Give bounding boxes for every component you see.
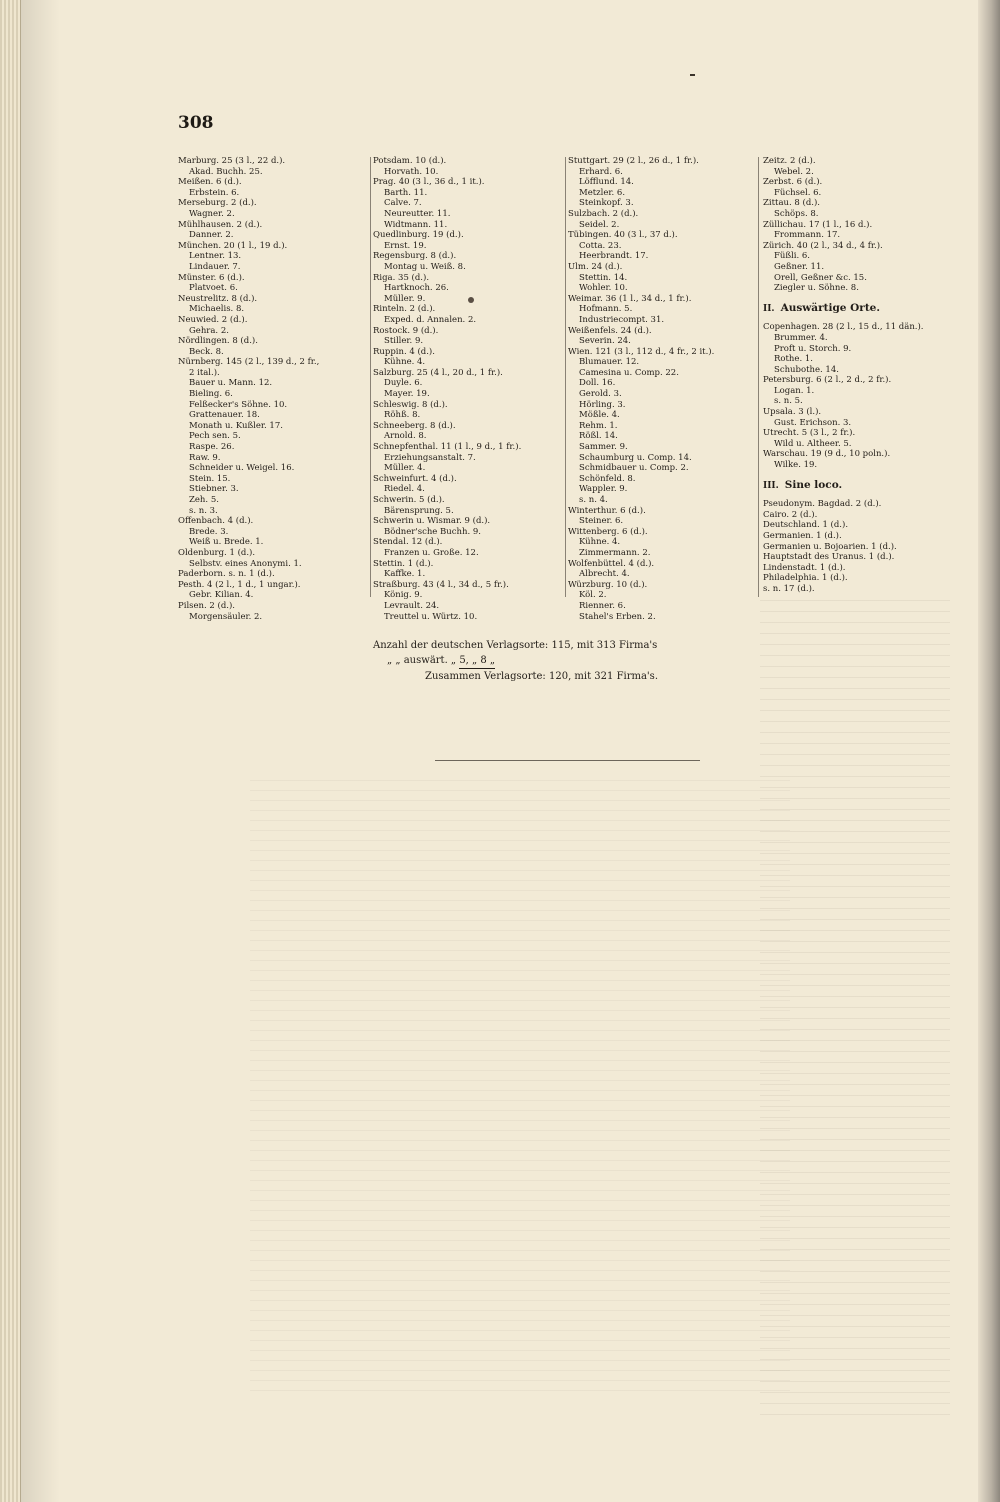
publisher-entry: Levrault. 24. xyxy=(384,600,440,611)
publisher-entry: Erhard. 6. xyxy=(579,166,623,177)
place-entry: Nördlingen. 8 (d.). xyxy=(178,336,258,347)
publisher-entry: Widtmann. 11. xyxy=(384,219,448,230)
place-entry: Quedlinburg. 19 (d.). xyxy=(373,230,464,241)
summary-line-total xyxy=(373,669,673,684)
place-entry: Schleswig. 8 (d.). xyxy=(373,399,448,410)
place-entry: Merseburg. 2 (d.). xyxy=(178,198,257,209)
index-column-3 xyxy=(568,156,758,622)
place-entry: Lindenstadt. 1 (d.). xyxy=(763,562,846,573)
publisher-entry: Grattenauer. 18. xyxy=(189,410,260,421)
publisher-entry: Platvoet. 6. xyxy=(189,283,238,294)
publisher-entry: Ernst. 19. xyxy=(384,240,427,251)
place-entry: Copenhagen. 28 (2 l., 15 d., 11 dän.). xyxy=(763,322,924,333)
publisher-entry: Metzler. 6. xyxy=(579,187,626,198)
section-title: Sine loco. xyxy=(784,478,843,491)
place-entry: Regensburg. 8 (d.). xyxy=(373,251,457,262)
publisher-entry: Riedel. 4. xyxy=(384,484,425,495)
publisher-entry: Heerbrandt. 17. xyxy=(579,251,649,262)
page-edge xyxy=(978,0,1000,1502)
publisher-entry: Stein. 15. xyxy=(189,473,231,484)
place-entry: Züllichau. 17 (1 l., 16 d.). xyxy=(763,219,873,230)
publisher-entry: Schöps. 8. xyxy=(774,208,819,219)
publisher-entry: Lentner. 13. xyxy=(189,251,242,262)
publisher-entry: Erbstein. 6. xyxy=(189,187,240,198)
page-number: 308 xyxy=(178,113,214,133)
publisher-entry: Sammer. 9. xyxy=(579,442,628,453)
place-entry: Winterthur. 6 (d.). xyxy=(568,505,646,516)
publisher-entry: Cotta. 23. xyxy=(579,240,622,251)
summary-value: 115, mit 313 Firma's xyxy=(551,640,658,651)
publisher-entry: Steinkopf. 3. xyxy=(579,198,634,209)
publisher-entry: Felßecker's Söhne. 10. xyxy=(189,399,288,410)
publisher-entry: Schneider u. Weigel. 16. xyxy=(189,463,295,474)
publisher-entry: 2 ital.). xyxy=(189,367,220,378)
place-entry: Stuttgart. 29 (2 l., 26 d., 1 fr.). xyxy=(568,156,699,166)
summary-line-foreign xyxy=(373,653,673,669)
publisher-entry: Blumauer. 12. xyxy=(579,357,640,368)
publisher-entry: s. n. 3. xyxy=(189,505,218,516)
place-entry: Wittenberg. 6 (d.). xyxy=(568,526,648,537)
publisher-entry: Rienner. 6. xyxy=(579,600,626,611)
place-entry: Schneeberg. 8 (d.). xyxy=(373,420,456,431)
publisher-entry: Füßli. 6. xyxy=(774,251,811,262)
publisher-entry: Raspe. 26. xyxy=(189,442,235,453)
summary-label: „ „ auswärt. „ xyxy=(387,655,457,666)
publisher-entry: Seidel. 2. xyxy=(579,219,620,230)
index-column-4 xyxy=(763,156,953,595)
publisher-entry: Industriecompt. 31. xyxy=(579,314,665,325)
publisher-entry: Löfflund. 14. xyxy=(579,177,634,188)
place-entry: Salzburg. 25 (4 l., 20 d., 1 fr.). xyxy=(373,367,503,378)
publisher-entry: Weiß u. Brede. 1. xyxy=(189,537,264,548)
publisher-entry: Kaffke. 1. xyxy=(384,569,426,580)
place-entry: s. n. 17 (d.). xyxy=(763,583,815,594)
place-entry: Neuwied. 2 (d.). xyxy=(178,314,248,325)
publisher-entry: Morgensäuler. 2. xyxy=(189,611,263,622)
place-entry: Schweinfurt. 4 (d.). xyxy=(373,473,457,484)
publisher-entry: Ziegler u. Söhne. 8. xyxy=(774,283,859,294)
place-entry: Germanien. 1 (d.). xyxy=(763,531,842,541)
publisher-entry: Gerold. 3. xyxy=(579,389,622,400)
publisher-entry: Akad. Buchh. 25. xyxy=(189,166,263,177)
publisher-entry: Zeh. 5. xyxy=(189,495,219,505)
publisher-entry: Müller. 9. xyxy=(384,293,426,304)
publisher-entry: Gust. Erichson. 3. xyxy=(774,417,852,428)
publisher-entry: Webel. 2. xyxy=(774,166,814,177)
publisher-entry: Wohler. 10. xyxy=(579,283,628,294)
publisher-entry: Monath u. Kußler. 17. xyxy=(189,420,283,431)
publisher-entry: Exped. d. Annalen. 2. xyxy=(384,314,477,325)
place-entry: Warschau. 19 (9 d., 10 poln.). xyxy=(763,449,891,460)
place-entry: Wien. 121 (3 l., 112 d., 4 fr., 2 it.). xyxy=(568,346,715,357)
publisher-entry: Mayer. 19. xyxy=(384,389,430,400)
section-title: Auswärtige Orte. xyxy=(780,301,881,314)
place-entry: Petersburg. 6 (2 l., 2 d., 2 fr.). xyxy=(763,375,892,386)
publisher-entry: Geßner. 11. xyxy=(774,261,825,272)
publisher-entry: Calve. 7. xyxy=(384,198,422,209)
summary-line-german xyxy=(373,638,673,653)
place-entry: Zerbst. 6 (d.). xyxy=(763,177,823,188)
place-entry: Schwerin u. Wismar. 9 (d.). xyxy=(373,516,491,527)
place-entry: Ruppin. 4 (d.). xyxy=(373,346,435,357)
publisher-entry: s. n. 4. xyxy=(579,495,608,505)
place-entry: Germanien u. Bojoarien. 1 (d.). xyxy=(763,541,897,552)
place-entry: Würzburg. 10 (d.). xyxy=(568,579,648,590)
publisher-entry: Kühne. 4. xyxy=(579,537,621,548)
place-entry: Potsdam. 10 (d.). xyxy=(373,156,447,166)
place-entry: Zürich. 40 (2 l., 34 d., 4 fr.). xyxy=(763,240,883,251)
section-number: II. xyxy=(763,303,775,314)
publisher-entry: Rehm. 1. xyxy=(579,420,618,431)
place-entry: Nürnberg. 145 (2 l., 139 d., 2 fr., xyxy=(178,357,320,368)
place-entry: Schwerin. 5 (d.). xyxy=(373,495,445,505)
section-number: III. xyxy=(763,480,779,491)
publisher-entry: Raw. 9. xyxy=(189,452,221,463)
place-entry: Stendal. 12 (d.). xyxy=(373,537,443,548)
place-entry: Zeitz. 2 (d.). xyxy=(763,156,816,166)
index-column-2 xyxy=(373,156,563,622)
publisher-entry: Montag u. Weiß. 8. xyxy=(384,261,466,272)
place-entry: München. 20 (1 l., 19 d.). xyxy=(178,240,288,251)
publisher-entry: Steiner. 6. xyxy=(579,516,624,527)
summary-block xyxy=(373,638,673,684)
publisher-entry: Gehra. 2. xyxy=(189,325,229,336)
place-entry: Philadelphia. 1 (d.). xyxy=(763,573,848,584)
publisher-entry: Erziehungsanstalt. 7. xyxy=(384,452,476,463)
place-entry: Oldenburg. 1 (d.). xyxy=(178,547,256,558)
publisher-entry: Mößle. 4. xyxy=(579,410,620,421)
publisher-entry: Orell, Geßner &c. 15. xyxy=(774,272,867,283)
publisher-entry: Michaelis. 8. xyxy=(189,304,245,315)
publisher-entry: Schmidbauer u. Comp. 2. xyxy=(579,463,689,474)
publisher-entry: Röhß. 8. xyxy=(384,410,421,421)
summary-label: Anzahl der deutschen Verlagsorte: xyxy=(373,640,549,651)
publisher-entry: Hartknoch. 26. xyxy=(384,283,449,294)
column-rule xyxy=(565,157,566,597)
page-binding xyxy=(0,0,21,1502)
place-entry: Zittau. 8 (d.). xyxy=(763,198,820,209)
publisher-entry: Schubothe. 14. xyxy=(774,364,839,375)
place-entry: Prag. 40 (3 l., 36 d., 1 it.). xyxy=(373,177,485,188)
publisher-entry: Zimmermann. 2. xyxy=(579,547,651,558)
publisher-entry: Stahel's Erben. 2. xyxy=(579,611,656,622)
publisher-entry: Duyle. 6. xyxy=(384,378,423,389)
publisher-entry: Schönfeld. 8. xyxy=(579,473,636,484)
place-entry: Cairo. 2 (d.). xyxy=(763,509,818,520)
publisher-entry: Danner. 2. xyxy=(189,230,234,241)
summary-value: 120, mit 321 Firma's. xyxy=(548,671,658,682)
gutter-shadow xyxy=(20,0,60,1502)
publisher-entry: Stiller. 9. xyxy=(384,336,424,347)
place-entry: Riga. 35 (d.). xyxy=(373,272,430,283)
publisher-entry: Wilke. 19. xyxy=(774,460,818,471)
summary-value: 5, „ 8 „ xyxy=(459,653,495,669)
place-entry: Hauptstadt des Uranus. 1 (d.). xyxy=(763,552,895,563)
publisher-entry: Bärensprung. 5. xyxy=(384,505,454,516)
publisher-entry: Füchsel. 6. xyxy=(774,187,822,198)
publisher-entry: Bieling. 6. xyxy=(189,389,233,400)
place-entry: Marburg. 25 (3 l., 22 d.). xyxy=(178,156,286,166)
place-entry: Schnepfenthal. 11 (1 l., 9 d., 1 fr.). xyxy=(373,442,522,453)
publisher-entry: Proft u. Storch. 9. xyxy=(774,343,852,354)
place-entry: Pilsen. 2 (d.). xyxy=(178,600,236,611)
end-rule xyxy=(435,760,700,761)
publisher-entry: Schaumburg u. Comp. 14. xyxy=(579,452,692,463)
publisher-entry: Kühne. 4. xyxy=(384,357,426,368)
publisher-entry: Bauer u. Mann. 12. xyxy=(189,378,273,389)
place-entry: Tübingen. 40 (3 l., 37 d.). xyxy=(568,230,678,241)
publisher-entry: Lindauer. 7. xyxy=(189,261,241,272)
place-entry: Weißenfels. 24 (d.). xyxy=(568,325,652,336)
section-heading xyxy=(763,303,953,315)
publisher-entry: Treuttel u. Würtz. 10. xyxy=(384,611,478,622)
publisher-entry: Camesina u. Comp. 22. xyxy=(579,367,679,378)
publisher-entry: Brummer. 4. xyxy=(774,332,828,343)
publisher-entry: Beck. 8. xyxy=(189,346,224,357)
place-entry: Weimar. 36 (1 l., 34 d., 1 fr.). xyxy=(568,293,692,304)
publisher-entry: Horvath. 10. xyxy=(384,166,439,177)
column-rule xyxy=(370,157,371,597)
summary-label: Zusammen Verlagsorte: xyxy=(425,671,546,682)
publisher-entry: Wild u. Altheer. 5. xyxy=(774,438,852,449)
ink-mark xyxy=(690,74,695,76)
publisher-entry: Arnold. 8. xyxy=(384,431,427,442)
publisher-entry: Stettin. 14. xyxy=(579,272,628,283)
publisher-entry: Hörling. 3. xyxy=(579,399,626,410)
place-entry: Paderborn. s. n. 1 (d.). xyxy=(178,569,275,580)
publisher-entry: Wagner. 2. xyxy=(189,208,235,219)
publisher-entry: Wappler. 9. xyxy=(579,484,628,495)
place-entry: Wolfenbüttel. 4 (d.). xyxy=(568,558,655,569)
publisher-entry: Albrecht. 4. xyxy=(579,569,630,580)
publisher-entry: König. 9. xyxy=(384,590,423,601)
publisher-entry: Pech sen. 5. xyxy=(189,431,241,442)
publisher-entry: Severin. 24. xyxy=(579,336,631,347)
place-entry: Rinteln. 2 (d.). xyxy=(373,304,436,315)
place-entry: Mühlhausen. 2 (d.). xyxy=(178,219,263,230)
publisher-entry: Hofmann. 5. xyxy=(579,304,633,315)
publisher-entry: s. n. 5. xyxy=(774,396,803,407)
place-entry: Pesth. 4 (2 l., 1 d., 1 ungar.). xyxy=(178,579,301,590)
publisher-entry: Neureutter. 11. xyxy=(384,208,451,219)
publisher-entry: Gebr. Kilian. 4. xyxy=(189,590,254,601)
column-rule xyxy=(758,157,759,597)
publisher-entry: Müller. 4. xyxy=(384,463,426,474)
place-entry: Stettin. 1 (d.). xyxy=(373,558,434,569)
place-entry: Upsala. 3 (l.). xyxy=(763,407,822,418)
show-through-texture xyxy=(250,780,790,1400)
place-entry: Utrecht. 5 (3 l., 2 fr.). xyxy=(763,428,856,439)
place-entry: Meißen. 6 (d.). xyxy=(178,177,242,188)
place-entry: Sulzbach. 2 (d.). xyxy=(568,208,639,219)
publisher-entry: Rößl. 14. xyxy=(579,431,618,442)
publisher-entry: Rothe. 1. xyxy=(774,354,813,365)
place-entry: Münster. 6 (d.). xyxy=(178,272,245,283)
publisher-entry: Logan. 1. xyxy=(774,385,815,396)
publisher-entry: Stiebner. 3. xyxy=(189,484,239,495)
place-entry: Straßburg. 43 (4 l., 34 d., 5 fr.). xyxy=(373,579,509,590)
place-entry: Pseudonym. Bagdad. 2 (d.). xyxy=(763,499,882,510)
index-column-1 xyxy=(178,156,368,622)
publisher-entry: Frommann. 17. xyxy=(774,230,841,241)
place-entry: Deutschland. 1 (d.). xyxy=(763,520,849,531)
place-entry: Ulm. 24 (d.). xyxy=(568,261,623,272)
show-through-texture-right xyxy=(760,600,950,1420)
publisher-entry: Doll. 16. xyxy=(579,378,616,389)
publisher-entry: Barth. 11. xyxy=(384,187,428,198)
publisher-entry: Bödner'sche Buchh. 9. xyxy=(384,526,481,537)
place-entry: Offenbach. 4 (d.). xyxy=(178,516,254,527)
publisher-entry: Selbstv. eines Anonymi. 1. xyxy=(189,558,302,569)
place-entry: Rostock. 9 (d.). xyxy=(373,325,439,336)
publisher-entry: Köl. 2. xyxy=(579,590,607,601)
publisher-entry: Brede. 3. xyxy=(189,526,229,537)
place-entry: Neustrelitz. 8 (d.). xyxy=(178,293,258,304)
section-heading xyxy=(763,480,953,492)
publisher-entry: Franzen u. Große. 12. xyxy=(384,547,479,558)
